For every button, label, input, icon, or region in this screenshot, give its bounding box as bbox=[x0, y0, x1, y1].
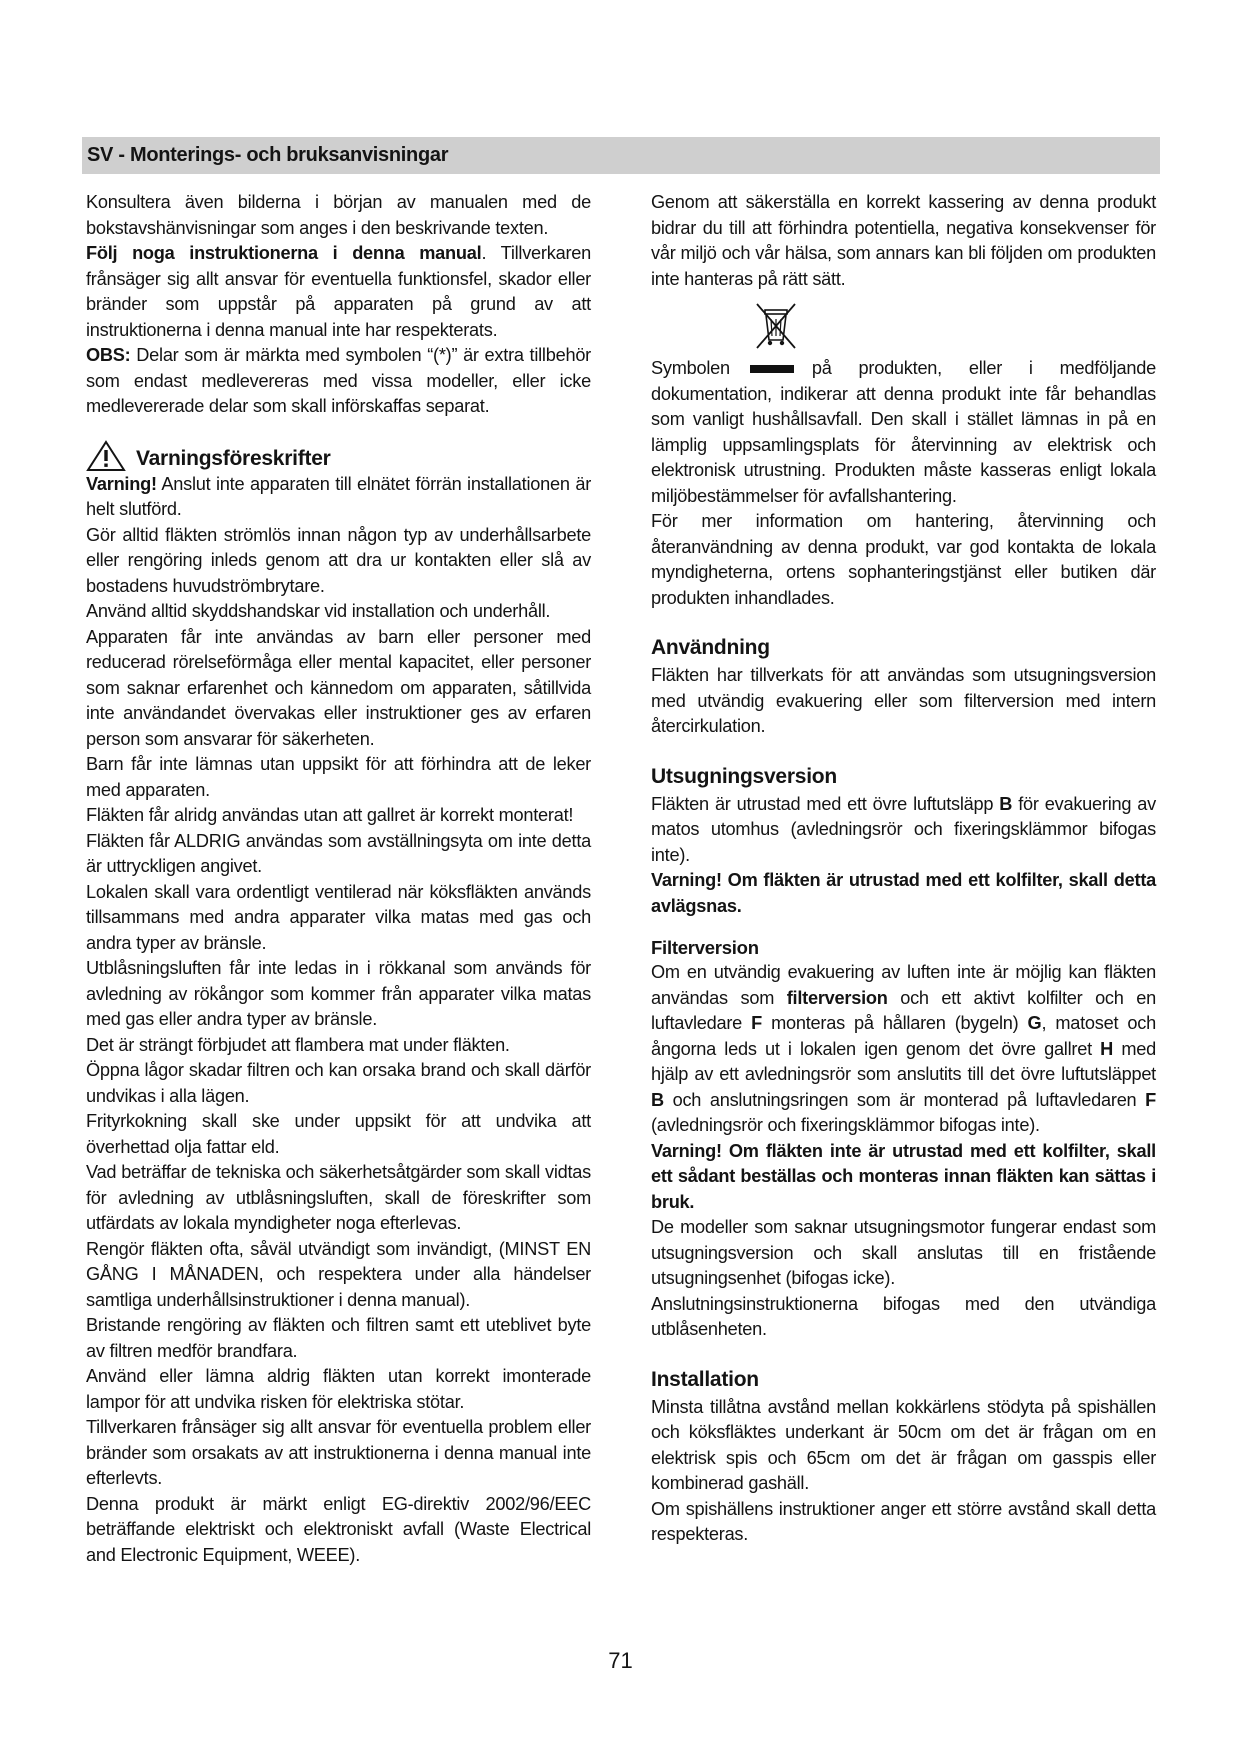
filter-warning bbox=[651, 1139, 1156, 1216]
warnings-heading: Varningsföreskrifter bbox=[136, 446, 331, 470]
intro-paragraph: Konsultera även bilderna i början av manualen med de bokstavshänvisningar som anges i den beskrivande texten. bbox=[86, 192, 591, 238]
manual-notice-text: . Tillverkaren frånsäger sig allt ansvar för eventuella funktionsfel, skador eller bränder som uppstår på apparaten på grund av att instruktionerna i denna manual inte har respekterats. bbox=[86, 243, 591, 340]
warning-item: Gör alltid fläkten strömlös innan någon typ av underhållsarbete eller rengöring inleds genom att dra ur kontakten eller slå av bostadens huvudströmbrytare. bbox=[86, 524, 591, 596]
filter-heading: Filterversion bbox=[651, 937, 759, 958]
usage-text: Fläkten har tillverkats för att användas som utsugningsversion med utvändig evakuering eller som filterversion med intern återcirkulation. bbox=[651, 665, 1156, 736]
weee-symbol-wrap bbox=[651, 302, 1156, 352]
warning-item: Använd eller lämna aldrig fläkten utan korrekt imonterade lampor för att undvika risken för elektriska stötar. bbox=[86, 1366, 591, 1412]
filter-text-part: Om en utvändig evakuering av luften inte är möjlig kan fläkten användas som bbox=[651, 962, 1156, 1008]
part-letter: H bbox=[1100, 1038, 1114, 1059]
filter-paragraph: De modeller som saknar utsugningsmotor fungerar endast som utsugningsversion och skall anslutas till en fristående utsugningsenhet (bifogas icke). bbox=[651, 1217, 1156, 1288]
warning-item: Bristande rengöring av fläkten och filtren samt ett uteblivet byte av filtren medför brandfara. bbox=[86, 1315, 591, 1361]
part-letter: F bbox=[751, 1013, 763, 1033]
warning-item: Frityrkokning skall ske under uppsikt för att undvika att överhettad olja fattar eld. bbox=[86, 1111, 591, 1157]
ducted-warning bbox=[651, 868, 1156, 919]
black-bar-symbol bbox=[750, 365, 794, 373]
warning-item: Utblåsningsluften får inte ledas in i rökkanal som används för avledning av rökångor som kommer från apparater vilka matas med gas eller andra typer av bränsle. bbox=[86, 958, 591, 1029]
part-letter: B bbox=[651, 1089, 664, 1110]
warning-item: Det är strängt förbjudet att flambera mat under fläkten. bbox=[86, 1034, 510, 1055]
warnings-heading-row bbox=[86, 440, 591, 472]
warning-item: Fläkten får ALDRIG användas som avställningsyta om inte detta är uttryckligen angivet. bbox=[86, 830, 591, 876]
part-letter: F bbox=[1145, 1089, 1156, 1110]
symbol-tail-word: medföljande bbox=[1059, 358, 1156, 378]
warning-label: Varning! bbox=[86, 473, 157, 494]
part-letter: B bbox=[999, 793, 1013, 814]
symbol-tail-word: på bbox=[811, 358, 832, 378]
obs-note bbox=[86, 343, 591, 420]
warning-item: Öppna lågor skadar filtren och kan orsaka brand och skall därför undvikas i alla lägen. bbox=[86, 1060, 591, 1106]
section-title: SV - Monterings- och bruksanvisningar bbox=[82, 137, 1160, 174]
installation-paragraph: Minsta tillåtna avstånd mellan kokkärlens stödyta på spishällen och köksfläktes underkant är 50cm om det är frågan om en elektrisk spis och 65cm om det är frågan om gasspis eller kombinerad gashäll. bbox=[651, 1396, 1156, 1493]
warning-item: Tillverkaren frånsäger sig allt ansvar för eventuella problem eller bränder som orsakats av att instruktionerna i denna manual inte efterlevts. bbox=[86, 1417, 591, 1488]
warning-item: Vad beträffar de tekniska och säkerhetsåtgärder som skall vidtas för avledning av utblåsningsluften, skall de föreskrifter som utfärdats av lokala myndigheter noga efterlevas. bbox=[86, 1162, 591, 1233]
warning-paragraph bbox=[86, 472, 591, 523]
manual-notice-bold: Följ noga instruktionerna i denna manual bbox=[86, 243, 482, 263]
filter-text bbox=[651, 960, 1156, 1139]
symbol-tail-word: i bbox=[1028, 358, 1033, 378]
warning-item: Rengör fläkten ofta, såväl utvändigt som invändigt, (MINST EN GÅNG I MÅNADEN, och respektera under alla händelser samtliga underhållsinstruktioner i denna manual). bbox=[86, 1238, 591, 1310]
filter-text-part: monteras på hållaren (bygeln) bbox=[762, 1013, 1028, 1033]
filter-text-part: och ett aktivt kolfilter och en luftavledare bbox=[651, 987, 1156, 1033]
right-column bbox=[651, 190, 1156, 1548]
filter-warning-bold: Varning! Om fläkten inte är utrustad med ett kolfilter, skall ett sådant beställas och monteras innan fläkten kan sättas i bruk. bbox=[651, 1140, 1156, 1212]
weee-paragraph: För mer information om hantering, återvinning och återanvändning av denna produkt, var god kontakta de lokala myndigheterna, ortens sophanteringstjänst eller butiken där produkten inhandlades. bbox=[651, 511, 1156, 608]
warning-triangle-icon bbox=[86, 440, 126, 472]
ducted-text-a: Fläkten är utrustad med ett övre luftutsläpp bbox=[651, 793, 1000, 814]
manual-notice bbox=[86, 241, 591, 343]
filter-paragraph: Anslutningsinstruktionerna bifogas med den utvändiga utblåsenheten. bbox=[651, 1293, 1156, 1339]
warning-item: Använd alltid skyddshandskar vid installation och underhåll. bbox=[86, 601, 551, 621]
ducted-warning-bold: Varning! Om fläkten är utrustad med ett kolfilter, skall detta avlägsnas. bbox=[651, 870, 1156, 916]
symbol-word: Symbolen bbox=[651, 358, 730, 378]
warning-text: Anslut inte apparaten till elnätet förrän installationen är helt slutförd. bbox=[86, 473, 591, 519]
obs-text: Delar som är märkta med symbolen “(*)” är extra tillbehör som endast medlevereras med vissa modeller, eller icke medlevererade delar som skall införskaffas separat. bbox=[86, 345, 591, 416]
page-number: 71 bbox=[608, 1648, 633, 1673]
weee-paragraph: dokumentation, indikerar att denna produkt inte får behandlas som vanligt hushållsavfall. Den skall i stället lämnas in på en lämplig uppsamlingsplats för återvinning av elektrisk och elektronisk utrustning. Produkten måste kasseras enligt lokala miljöbestämmelser för avfallshantering. bbox=[651, 383, 1156, 506]
installation-paragraph: Om spishällens instruktioner anger ett större avstånd skall detta respekteras. bbox=[651, 1498, 1156, 1544]
symbol-tail-word: eller bbox=[968, 358, 1003, 378]
filter-text-part: , matoset och ångorna leds ut i lokalen igen genom det övre gallret bbox=[651, 1013, 1156, 1059]
installation-heading: Installation bbox=[651, 1367, 759, 1391]
weee-paragraph: Genom att säkerställa en korrekt kassering av denna produkt bidrar du till att förhindra potentiella, negativa konsekvenser för vår miljö och vår hälsa, som annars kan bli följden om produkten inte hanteras på rätt sätt. bbox=[651, 192, 1156, 289]
symbol-tail-word: produkten, bbox=[858, 358, 942, 378]
ducted-heading: Utsugningsversion bbox=[651, 764, 837, 788]
symbol-line-tail bbox=[812, 356, 1156, 382]
ducted-text bbox=[651, 792, 1156, 869]
usage-heading: Användning bbox=[651, 636, 770, 659]
warning-item: Apparaten får inte användas av barn eller personer med reducerad rörelseförmåga eller mental kapacitet, eller personer som saknar erfarenhet och kännedom om apparaten, såtillvida inte användandet övervakas eller instruktioner ges av erfaren person som ansvarar för säkerheten. bbox=[86, 626, 591, 749]
obs-label: OBS: bbox=[86, 345, 131, 365]
left-column bbox=[86, 190, 591, 1568]
warning-item: Lokalen skall vara ordentligt ventilerad när köksfläkten används tillsammans med andra apparater vilka matas med gas och andra typer av bränsle. bbox=[86, 881, 591, 953]
filter-text-part: och anslutningsringen som är monterad på luftavledaren bbox=[663, 1089, 1146, 1110]
filter-text-part: med hjälp av ett avledningsrör som anslutits till det övre luftutsläppet bbox=[651, 1038, 1156, 1084]
filter-text-bold: filterversion bbox=[786, 987, 888, 1008]
filter-text-part: (avledningsrör och fixeringsklämmor bifogas inte). bbox=[651, 1115, 1040, 1135]
warning-item: Fläkten får alridg användas utan att gallret är korrekt monterat! bbox=[86, 805, 574, 825]
ducted-text-c: för evakuering av matos utomhus (avledningsrör och fixeringsklämmor bifogas inte). bbox=[651, 793, 1157, 865]
warning-item: Denna produkt är märkt enligt EG-direktiv 2002/96/EEC beträffande elektriskt och elektroniskt avfall (Waste Electrical and Electronic Equipment, WEEE). bbox=[86, 1493, 591, 1565]
symbol-line bbox=[651, 356, 1156, 382]
warning-item: Barn får inte lämnas utan uppsikt för att förhindra att de leker med apparaten. bbox=[86, 754, 591, 800]
part-letter: G bbox=[1027, 1013, 1042, 1033]
crossed-out-bin-icon bbox=[751, 302, 801, 352]
